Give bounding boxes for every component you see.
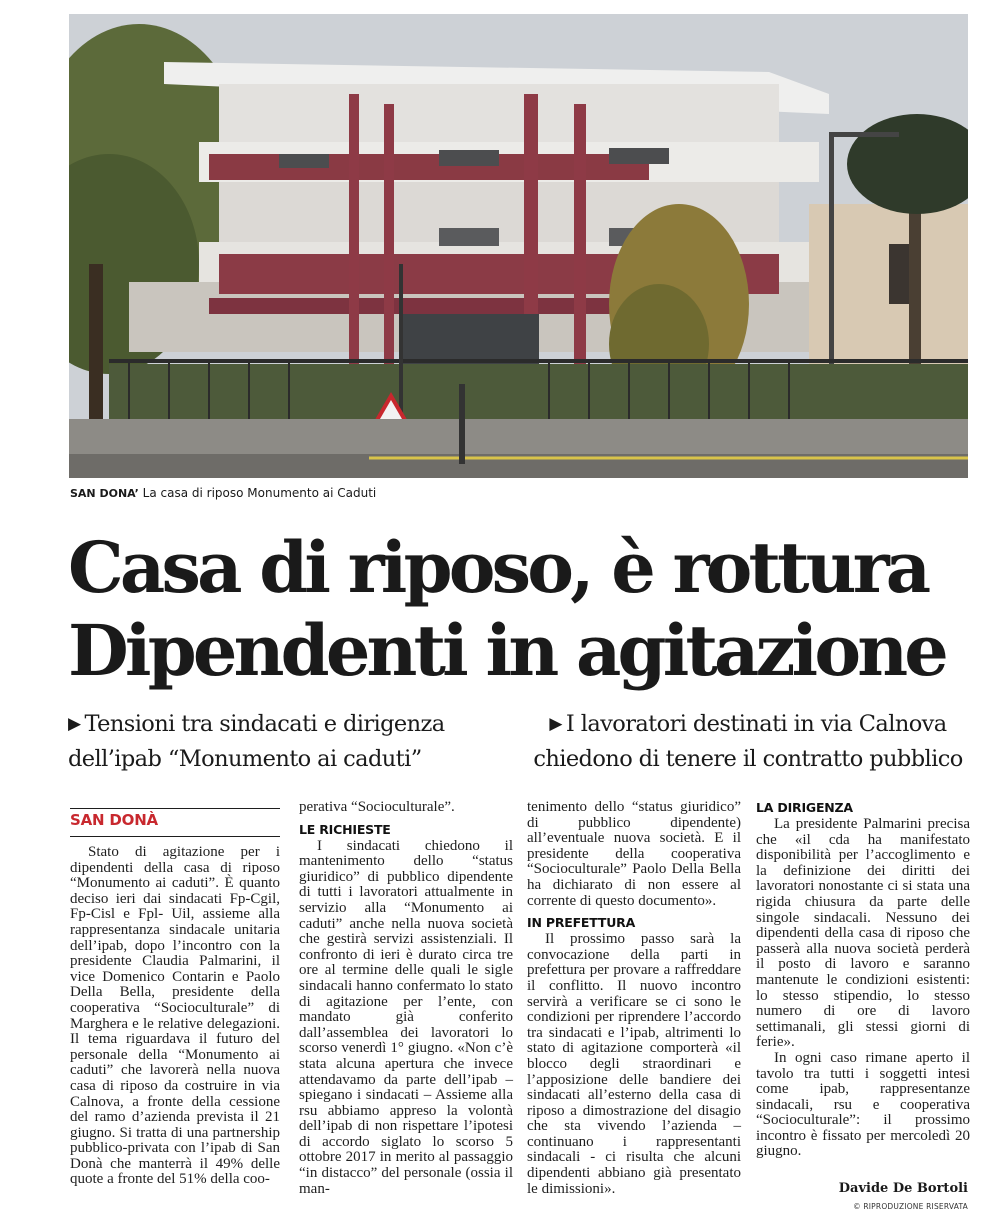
building-illustration	[69, 14, 968, 478]
article-column-2	[299, 800, 513, 1197]
subhead-right-line-1: I lavoratori destinati in via Calnova	[565, 711, 947, 737]
headline-line-2: Dipendenti in agitazione	[68, 609, 946, 692]
article-column-1	[70, 845, 280, 1188]
byline: Davide De Bortoli	[838, 1181, 968, 1196]
paragraph: I sindacati chiedono il mantenimento dello “status giuridico” di pubblico dipendente di tutti i lavoratori attualmente in servizio alla “Monumento ai caduti” anche nella nuova società che gestirà servizi assistenziali. Il confronto di ieri è durato circa tre ore al termine delle quali le sigle sindacali hanno confermato lo stato di agitazione per l’ente, con mandato già conferito dall’assemblea dei lavoratori lo scorso venerdì 1° giugno. «Non c’è stata alcuna apertura che invece attendavamo da parte dell’ipab – spiegano i sindacati – Assieme alla rsu abbiamo appreso la volontà dell’ipab di non rispettare l’ipotesi di accordo siglato lo scorso 5 ottobre 2017 in merito al passaggio “in distacco” del personale (ossia il man-	[299, 837, 513, 1197]
paragraph: perativa “Socioculturale”.	[299, 799, 455, 815]
article-photo	[69, 14, 968, 478]
subhead-right-line-2: chiedono di tenere il contratto pubblico	[533, 746, 963, 772]
photo-caption	[70, 486, 376, 500]
paragraph: La presidente Palmarini precisa che «il cda ha manifestato disponibilità per l’accoglimento e la definizione dei diritti dei lavoratori nonostante ci si stata una rigida chiusura da parte delle singole sindacali. Nessuno dei dipendenti della casa di riposo che passerà alla nuova società perderà il posto di lavoro e saranno mantenute le condizioni esistenti: lo stesso stipendio, lo stesso numero di ore di lavoro settimanali, gli stessi giorni di ferie».	[756, 816, 970, 1051]
headline-line-1: Casa di riposo, è rottura	[68, 526, 928, 609]
article-column-3	[527, 800, 741, 1197]
section-heading-dirigenza: LA DIRIGENZA	[756, 800, 853, 815]
paragraph: Stato di agitazione per i dipendenti della casa di riposo “Monumento ai caduti”. È quanto deciso ieri dai sindacati Fp-Cgil, Fp-Cisl e Fpl- Uil, assieme alla rappresentanza sindacale unitaria dell’ipab, dopo l’incontro con la presidente Claudia Palmarini, il vice Domenico Contarin e Paolo Della Bella, presidente della cooperativa “Socioculturale” di Marghera e le relative delegazioni. Il tema riguardava il futuro del personale della “Monumento ai caduti” che lavorerà nella nuova casa di riposo da costruire in via Calnova, a fronte della cessione del ramo d’azienda prevista il 21 giugno. Si tratta di una partnership pubblico-privata con l’ipab di San Donà che manterrà il 49% delle quote a fronte del 51% della coo-	[70, 844, 280, 1188]
rubric-divider	[70, 836, 280, 837]
article-column-4	[756, 800, 970, 1160]
subhead-left-line-1: Tensioni tra sindacati e dirigenza	[84, 711, 445, 737]
copyright-notice: © RIPRODUZIONE RISERVATA	[853, 1202, 968, 1211]
paragraph: tenimento dello “status giuridico” di pubblico dipendente) all’eventuale nuova società. E il presidente della cooperativa “Socioculturale” Paolo Della Bella ha dichiarato di non essere al corrente di questo documento».	[527, 799, 741, 909]
subhead-right	[526, 708, 970, 776]
article-location: SAN DONÀ	[70, 808, 280, 829]
caption-location: SAN DONA’	[70, 487, 139, 500]
section-heading-richieste: LE RICHIESTE	[299, 821, 391, 837]
arrow-icon: ▶	[68, 714, 81, 734]
arrow-icon: ▶	[549, 714, 562, 734]
subhead-left	[68, 708, 445, 776]
caption-text: La casa di riposo Monumento ai Caduti	[142, 486, 377, 500]
paragraph: Il prossimo passo sarà la convocazione della parti in prefettura per provare a raffreddare il conflitto. Il nuovo incontro servirà a verificare se ci sono le condizioni per riprendere l’accordo tra sindacati e l’ipab, altrimenti lo stato di agitazione comporterà «il blocco degli straordinari e l’apposizione delle bandiere dei sindacati all’esterno della casa di riposo a dimostrazione del disagio che sta vivendo l’azienda – continuano i rappresentanti sindacali - ci risulta che alcuni dipendenti abbiano già presentato le dimissioni».	[527, 931, 741, 1197]
subhead-left-line-2: dell’ipab “Monumento ai caduti”	[68, 746, 422, 772]
paragraph: In ogni caso rimane aperto il tavolo tra tutti i soggetti intesi come ipab, rappresentanze sindacali, rsu e cooperativa “Socioculturale”: il prossimo incontro è fissato per mercoledì 20 giugno.	[756, 1049, 970, 1160]
section-heading-prefettura: IN PREFETTURA	[527, 915, 636, 931]
